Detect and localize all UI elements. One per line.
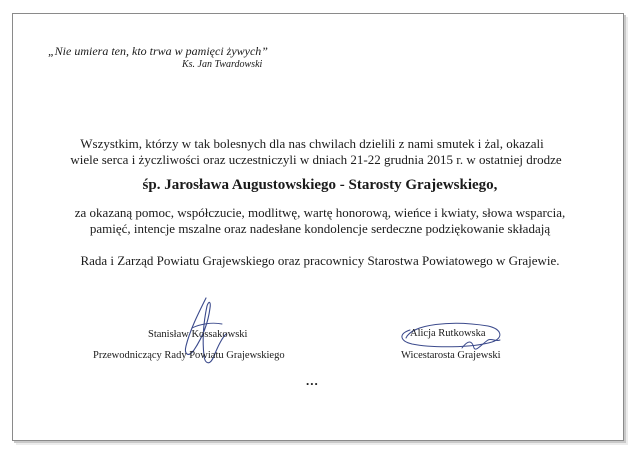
deceased-name: śp. Jarosława Augustowskiego - Starosty Grajewskiego, (142, 177, 498, 193)
signatories-paragraph: Rada i Zarząd Powiatu Grajewskiego oraz pracownicy Starostwa Powiatowego w Grajewie. (80, 253, 560, 268)
motto-quote: „Nie umiera ten, kto trwa w pamięci żywych” (48, 44, 268, 58)
thanks-paragraph-line-1: Wszystkim, którzy w tak bolesnych dla nas chwilach dzielili z nami smutek i żal, okazali (80, 136, 544, 151)
right-signatory-name: Alicja Rutkowska (410, 328, 486, 339)
left-signatory-title: Przewodniczący Rady Powiatu Grajewskiego (93, 350, 285, 361)
motto-author: Ks. Jan Twardowski (182, 59, 263, 70)
thanks-paragraph-line-2: wiele serca i życzliwości oraz uczestniczyli w dniach 21-22 grudnia 2015 r. w ostatniej drodze (70, 152, 562, 167)
gratitude-paragraph-line-1: za okazaną pomoc, współczucie, modlitwę, wartę honorową, wieńce i kwiaty, słowa wsparcia, (74, 205, 566, 220)
gratitude-paragraph-line-2: pamięć, intencje mszalne oraz nadesłane kondolencje serdeczne podziękowanie składają (89, 221, 551, 236)
closing-ellipsis: ... (306, 373, 319, 388)
left-signatory-name: Stanisław Kossakowski (148, 329, 248, 340)
right-signatory-title: Wicestarosta Grajewski (401, 350, 501, 361)
